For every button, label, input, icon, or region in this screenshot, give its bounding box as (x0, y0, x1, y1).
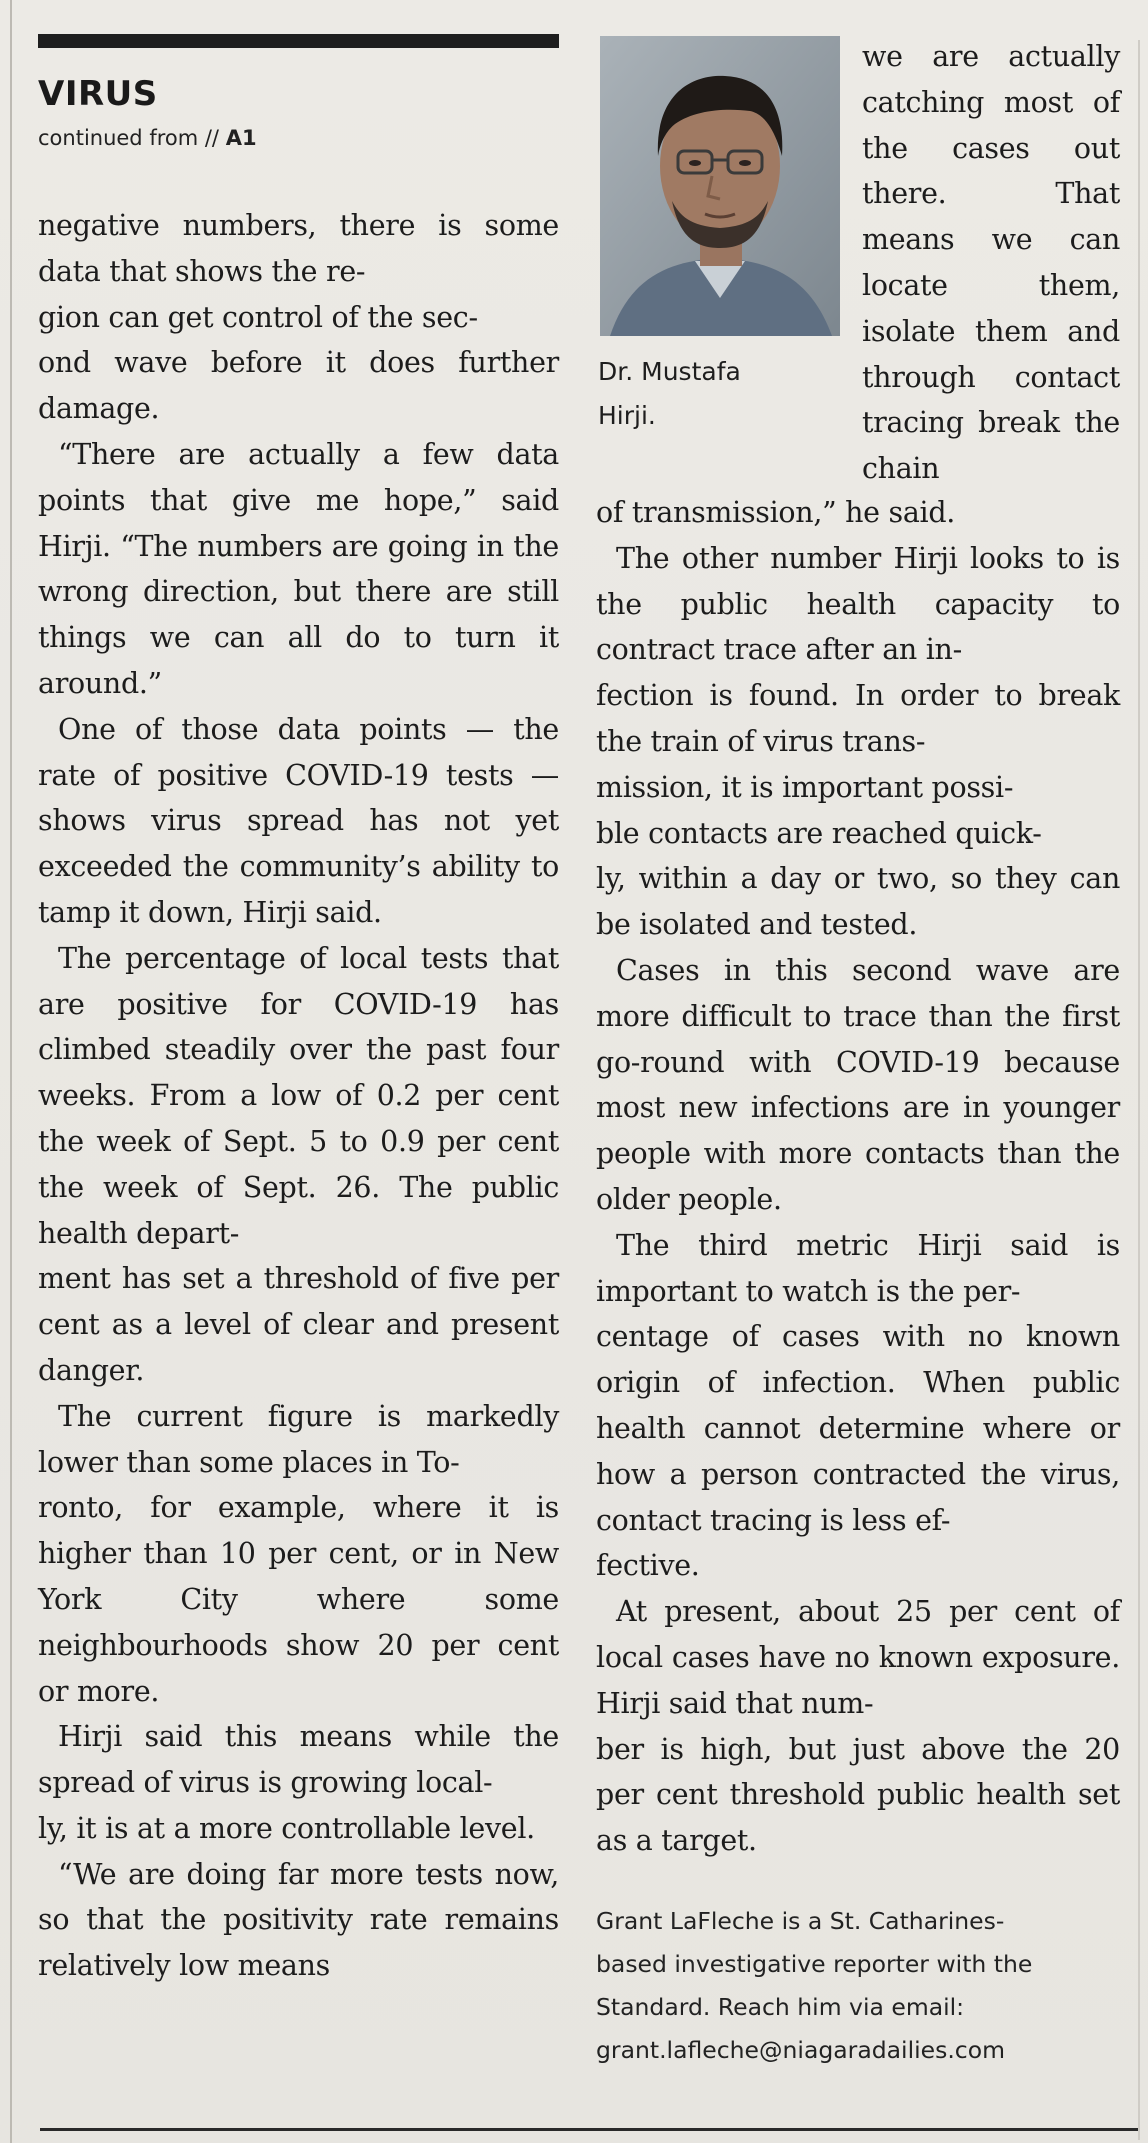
article-paragraph: negative numbers, there is some data that shows the re- gion can get control of the sec- ond wave before it does further damage. (38, 209, 559, 426)
caption-name: Dr. Mustafa (598, 357, 741, 386)
page-edge-right (1138, 40, 1140, 2140)
article-paragraph: The third metric Hirji said is important to watch is the per- centage of cases with no known origin of infection. When public health cannot determine where or how a person contracted the virus, contact tracing is less ef- fective. (596, 1228, 1120, 1583)
article-paragraph: Cases in this second wave are more difficult to trace than the first go-round with COVID-19 because most new infections are in younger people with more contacts than the older people. (596, 953, 1120, 1216)
portrait-photo (600, 36, 840, 336)
right-narrow-body: we are actually catching most of the cases out there. That means we can locate them, isolate them and through contact tracing break the chain (862, 40, 1120, 486)
author-bio (596, 1900, 1120, 2072)
article-paragraph: The current figure is markedly lower than some places in To- ronto, for example, where it is higher than 10 per cent, or in New York City where some neighbourhoods show 20 per cent or more. (38, 1399, 559, 1708)
article-paragraph: “We are doing far more tests now, so that the positivity rate remains relatively low means (38, 1857, 559, 1983)
top-rule (38, 34, 559, 48)
caption-name-2: Hirji. (598, 401, 656, 430)
jump-prefix: continued from // (38, 126, 226, 150)
jump-reference: A1 (225, 126, 257, 150)
article-paragraph: Hirji said this means while the spread of virus is growing local- ly, it is at a more controllable level. (38, 1720, 559, 1845)
article-paragraph: of transmission,” he said. (596, 496, 956, 529)
left-column-body (38, 203, 559, 1989)
bio-line: based investigative reporter with the (596, 1950, 1033, 1978)
article-paragraph: One of those data points — the rate of positive COVID-19 tests — shows virus spread has not yet exceeded the community’s ability to tamp it down, Hirji said. (38, 712, 559, 929)
page-edge-left (10, 0, 12, 2143)
jump-line (38, 126, 257, 150)
article-paragraph: The other number Hirji looks to is the public health capacity to contract trace after an in- fection is found. In order to break the train of virus trans- mission, it is important possi- ble contacts are reached quick- ly, within a day or two, so they can be isolated and tested. (596, 541, 1120, 942)
photo-caption (598, 350, 798, 438)
bio-line: Grant LaFleche is a St. Catharines- (596, 1907, 1005, 1935)
article-paragraph: The percentage of local tests that are positive for COVID-19 has climbed steadily over the past four weeks. From a low of 0.2 per cent the week of Sept. 5 to 0.9 per cent the week of Sept. 26. The public health depart- ment has set a threshold of five per cent as a level of clear and present danger. (38, 941, 559, 1387)
bio-email: grant.lafleche@niagaradailies.com (596, 2036, 1005, 2064)
section-slug: VIRUS (38, 74, 158, 114)
portrait-illustration (600, 36, 840, 336)
bottom-rule (40, 2128, 1138, 2131)
bio-line: Standard. Reach him via email: (596, 1993, 965, 2021)
article-paragraph: At present, about 25 per cent of local cases have no known exposure. Hirji said that num- ber is high, but just above the 20 per cent threshold public health set as a target. (596, 1595, 1120, 1858)
article-paragraph: “There are actually a few data points that give me hope,” said Hirji. “The numbers are going in the wrong direction, but there are still things we can all do to turn it around.” (38, 437, 559, 700)
right-column-body (596, 490, 1120, 1864)
